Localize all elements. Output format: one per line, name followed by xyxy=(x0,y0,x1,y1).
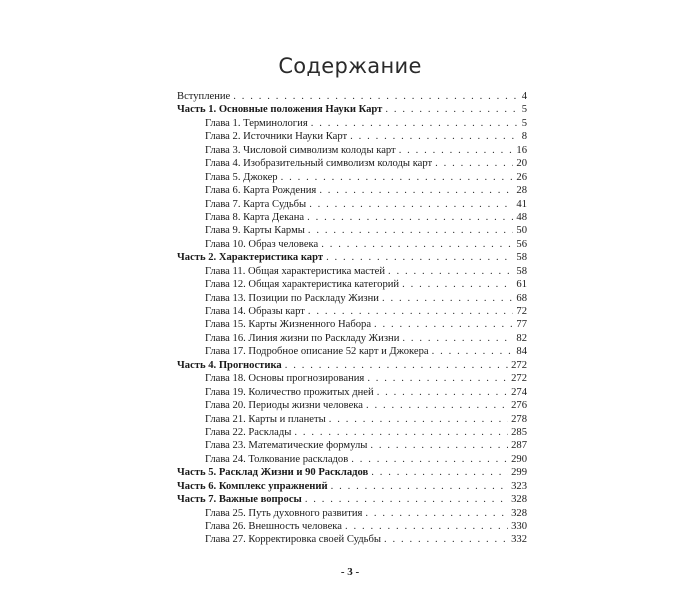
toc-entry-label: Часть 5. Расклад Жизни и 90 Раскладов xyxy=(177,467,369,479)
toc-entry-page: 68 xyxy=(516,292,527,304)
toc-leader-dots xyxy=(331,480,508,493)
toc-entry-label: Глава 26. Внешность человека xyxy=(205,521,342,532)
toc-entry-label: Глава 22. Расклады xyxy=(205,426,292,438)
toc-part-row xyxy=(177,251,527,264)
toc-entry-page: 50 xyxy=(516,225,527,237)
toc-entry-page: 82 xyxy=(516,332,527,344)
toc-chapter-row xyxy=(177,453,527,466)
toc-chapter-row xyxy=(177,318,527,331)
toc-entry-page: 323 xyxy=(511,480,527,492)
toc-entry-label: Глава 2. Источники Науки Карт xyxy=(205,131,348,143)
toc-leader-dots xyxy=(388,265,513,278)
toc-leader-dots xyxy=(308,305,514,318)
toc-entry-page: 84 xyxy=(516,346,527,358)
toc-chapter-row xyxy=(177,533,527,546)
toc-leader-dots xyxy=(345,520,508,533)
toc-entry-page: 72 xyxy=(516,306,527,317)
toc-leader-dots xyxy=(370,439,508,452)
toc-entry-page: 61 xyxy=(516,279,527,291)
toc-entry-page: 276 xyxy=(511,400,527,412)
toc-entry-label: Глава 11. Общая характеристика мастей xyxy=(205,265,385,277)
toc-chapter-row xyxy=(177,292,527,305)
toc-entry-label: Глава 8. Карта Декана xyxy=(205,211,305,223)
toc-chapter-row xyxy=(177,386,527,399)
toc-entry-page: 328 xyxy=(511,494,527,506)
toc-leader-dots xyxy=(319,184,513,197)
toc-leader-dots xyxy=(402,332,513,345)
toc-entry-page: 26 xyxy=(516,171,527,183)
toc-chapter-row xyxy=(177,130,527,143)
toc-entry-label: Часть 7. Важные вопросы xyxy=(177,494,302,506)
toc-leader-dots xyxy=(432,345,514,358)
toc-leader-dots xyxy=(382,292,513,305)
toc-chapter-row xyxy=(177,117,527,130)
toc-entry-label: Глава 15. Карты Жизненного Набора xyxy=(205,319,372,331)
toc-leader-dots xyxy=(311,117,519,130)
toc-entry-label: Глава 23. Математические формулы xyxy=(205,440,368,452)
toc-entry-label: Глава 24. Толкование раскладов xyxy=(205,453,349,465)
toc-leader-dots xyxy=(399,144,514,157)
toc-part-row xyxy=(177,359,527,372)
toc-chapter-row xyxy=(177,211,527,224)
toc-entry-label: Глава 10. Образ человека xyxy=(205,238,319,250)
toc-leader-dots xyxy=(351,453,508,466)
toc-leader-dots xyxy=(385,103,518,116)
toc-entry-page: 8 xyxy=(521,131,527,143)
toc-entry-label: Часть 1. Основные положения Науки Карт xyxy=(177,104,383,116)
toc-entry-label: Глава 4. Изобразительный символизм колоды карт xyxy=(205,158,433,170)
toc-leader-dots xyxy=(285,359,508,372)
toc-entry-page: 274 xyxy=(511,386,527,398)
toc-leader-dots xyxy=(374,318,513,331)
toc-chapter-row xyxy=(177,372,527,385)
toc-part-row xyxy=(177,493,527,506)
toc-leader-dots xyxy=(294,426,508,439)
toc-chapter-row xyxy=(177,198,527,211)
toc-leader-dots xyxy=(329,413,508,426)
toc-entry-page: 58 xyxy=(516,265,527,277)
toc-entry-page: 16 xyxy=(516,144,527,156)
toc-leader-dots xyxy=(307,211,513,224)
toc-chapter-row xyxy=(177,439,527,452)
toc-entry-page: 272 xyxy=(511,373,527,385)
table-of-contents xyxy=(177,90,527,547)
toc-entry-label: Часть 4. Прогностика xyxy=(177,359,282,371)
toc-entry-page: 285 xyxy=(511,426,527,438)
toc-chapter-row xyxy=(177,345,527,358)
toc-leader-dots xyxy=(233,90,518,103)
toc-leader-dots xyxy=(309,198,513,211)
toc-entry-page: 299 xyxy=(511,467,527,479)
toc-entry-label: Глава 13. Позиции по Раскладу Жизни xyxy=(205,292,379,304)
toc-entry-label: Часть 6. Комплекс упражнений xyxy=(177,480,328,492)
toc-chapter-row xyxy=(177,224,527,237)
page-number: - 3 - xyxy=(340,566,360,578)
toc-leader-dots xyxy=(350,130,519,143)
toc-entry-label: Глава 1. Терминология xyxy=(205,117,308,129)
toc-entry-page: 332 xyxy=(511,534,527,546)
page-title: Содержание xyxy=(278,54,422,78)
toc-leader-dots xyxy=(435,157,513,170)
toc-entry-label: Глава 9. Карты Кармы xyxy=(205,225,305,237)
toc-leader-dots xyxy=(367,372,508,385)
toc-entry-label: Глава 14. Образы карт xyxy=(205,306,305,317)
toc-entry-page: 48 xyxy=(516,211,527,223)
toc-chapter-row xyxy=(177,144,527,157)
toc-entry-page: 56 xyxy=(516,238,527,250)
toc-entry-page: 58 xyxy=(516,252,527,264)
toc-entry-page: 272 xyxy=(511,359,527,371)
toc-chapter-row xyxy=(177,305,527,318)
toc-entry-page: 77 xyxy=(516,319,527,331)
toc-leader-dots xyxy=(281,171,514,184)
toc-part-row xyxy=(177,103,527,116)
toc-entry-label: Вступление xyxy=(177,91,231,102)
toc-entry-label: Часть 2. Характеристика карт xyxy=(177,252,324,264)
toc-leader-dots xyxy=(326,251,513,264)
toc-entry-label: Глава 20. Периоды жизни человека xyxy=(205,400,363,412)
toc-entry-page: 328 xyxy=(511,507,527,519)
toc-entry-label: Глава 18. Основы прогнозирования xyxy=(205,373,365,385)
toc-entry-label: Глава 16. Линия жизни по Раскладу Жизни xyxy=(205,332,400,344)
toc-leader-dots xyxy=(402,278,513,291)
toc-entry-page: 287 xyxy=(511,440,527,452)
toc-entry-label: Глава 25. Путь духовного развития xyxy=(205,507,363,519)
toc-entry-page: 4 xyxy=(521,91,527,102)
toc-chapter-row xyxy=(177,520,527,533)
toc-entry-label: Глава 19. Количество прожитых дней xyxy=(205,386,374,398)
toc-entry-page: 290 xyxy=(511,453,527,465)
toc-part-row xyxy=(177,466,527,479)
toc-chapter-row xyxy=(177,399,527,412)
toc-entry-label: Глава 7. Карта Судьбы xyxy=(205,198,307,210)
toc-leader-dots xyxy=(371,466,508,479)
toc-entry-label: Глава 12. Общая характеристика категорий xyxy=(205,279,400,291)
toc-entry-page: 278 xyxy=(511,413,527,425)
toc-entry-page: 5 xyxy=(521,117,527,129)
toc-chapter-row xyxy=(177,413,527,426)
toc-chapter-row xyxy=(177,157,527,170)
toc-leader-dots xyxy=(321,238,513,251)
toc-chapter-row xyxy=(177,238,527,251)
toc-leader-dots xyxy=(305,493,508,506)
toc-chapter-row xyxy=(177,332,527,345)
toc-leader-dots xyxy=(308,224,514,237)
toc-chapter-row xyxy=(177,184,527,197)
toc-chapter-row xyxy=(177,426,527,439)
toc-entry-page: 5 xyxy=(521,104,527,116)
toc-leader-dots xyxy=(365,507,508,520)
toc-chapter-row xyxy=(177,171,527,184)
toc-leader-dots xyxy=(384,533,508,546)
toc-entry-label: Глава 6. Карта Рождения xyxy=(205,185,317,197)
toc-leader-dots xyxy=(377,386,508,399)
toc-chapter-row xyxy=(177,278,527,291)
toc-intro-row xyxy=(177,90,527,103)
toc-entry-page: 41 xyxy=(516,198,527,210)
toc-entry-page: 28 xyxy=(516,185,527,197)
toc-entry-label: Глава 17. Подробное описание 52 карт и Джокера xyxy=(205,346,429,358)
toc-leader-dots xyxy=(366,399,508,412)
toc-chapter-row xyxy=(177,507,527,520)
toc-part-row xyxy=(177,480,527,493)
toc-entry-label: Глава 27. Корректировка своей Судьбы xyxy=(205,534,382,546)
toc-entry-page: 20 xyxy=(516,158,527,170)
toc-entry-label: Глава 5. Джокер xyxy=(205,171,278,183)
toc-entry-label: Глава 21. Карты и планеты xyxy=(205,413,326,425)
toc-chapter-row xyxy=(177,265,527,278)
toc-entry-page: 330 xyxy=(511,521,527,532)
toc-entry-label: Глава 3. Числовой символизм колоды карт xyxy=(205,144,396,156)
